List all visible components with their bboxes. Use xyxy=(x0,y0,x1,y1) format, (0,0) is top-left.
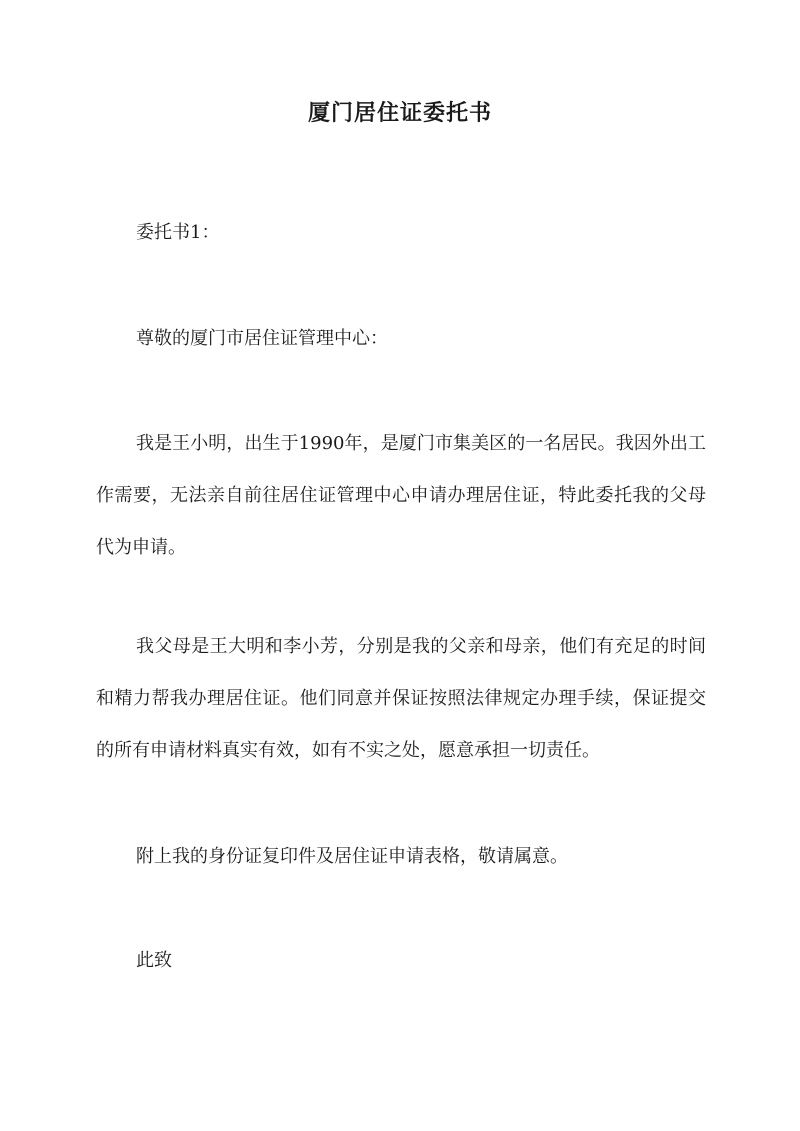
document-title: 厦门居住证委托书 xyxy=(307,100,492,126)
body-paragraph-1: 我是王小明，出生于1990年，是厦门市集美区的一名居民。我因外出工作需要，无法亲自前往居住证管理中心申请办理居住证，特此委托我的父母代为申请。 xyxy=(96,433,706,558)
body-paragraph-3: 附上我的身份证复印件及居住证申请表格，敬请属意。 xyxy=(136,846,568,867)
section-label: 委托书1： xyxy=(136,222,220,243)
closing-text: 此致 xyxy=(136,950,172,971)
body-paragraph-2: 我父母是王大明和李小芳，分别是我的父亲和母亲，他们有充足的时间和精力帮我办理居住证。他们同意并保证按照法律规定办理手续，保证提交的所有申请材料真实有效，如有不实之处，愿意承担一切责任。 xyxy=(96,636,706,761)
salutation: 尊敬的厦门市居住证管理中心： xyxy=(136,328,388,349)
